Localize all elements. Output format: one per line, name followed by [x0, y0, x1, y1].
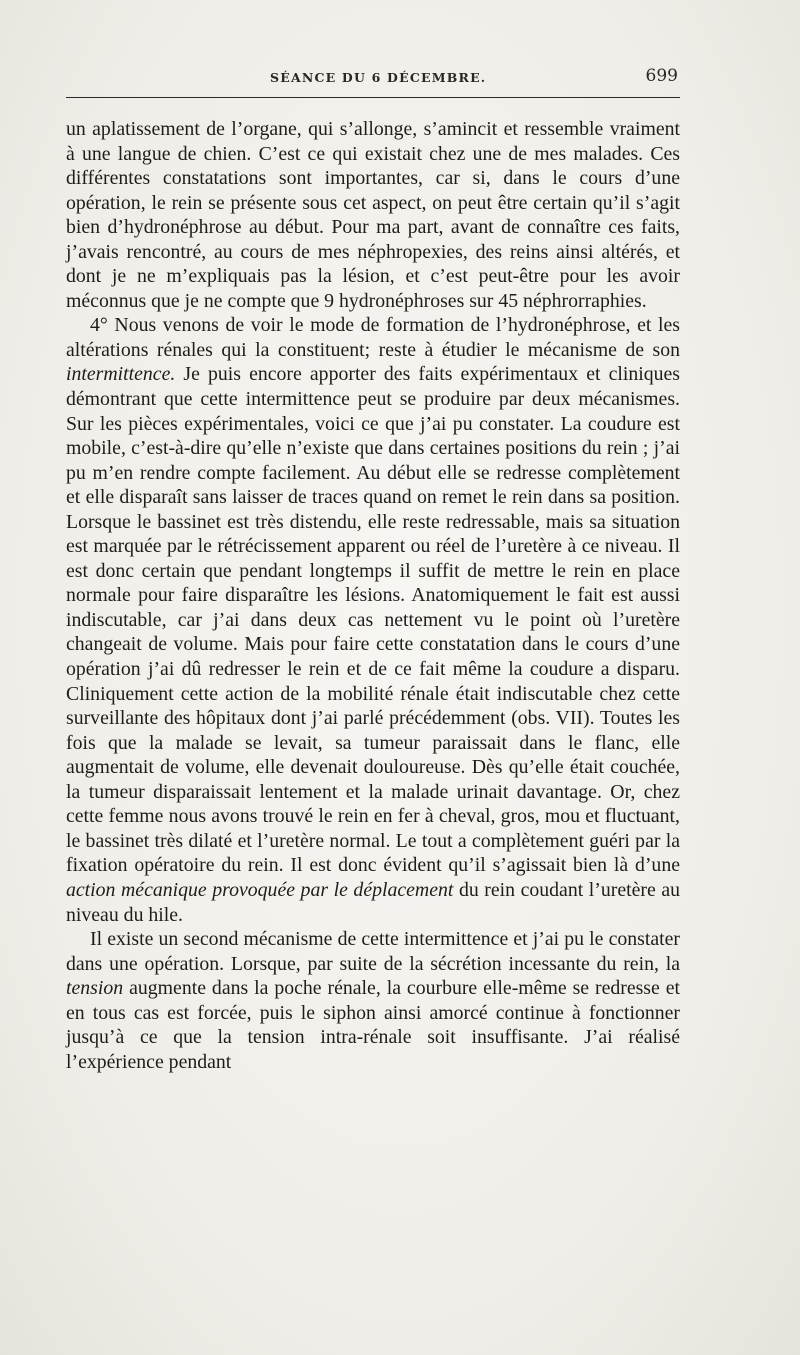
paragraph-2-text-c: du rein coudant l’uretère au niveau du hile. [66, 878, 680, 926]
body-text [66, 117, 680, 1074]
paragraph-1-text: un aplatissement de l’organe, qui s’allonge, s’amincit et ressemble vraiment à une langue de chien. C’est ce qui existait chez une de mes malades. Ces différentes constatations sont importantes, car si, dans le cours d’une opération, le rein se présente sous cet aspect, on peut être certain qu’il s’agit bien d’hydronéphrose au début. Pour ma part, avant de connaître ces faits, j’avais rencontré, au cours de mes néphropexies, des reins ainsi altérés, et dont je ne m’expliquais pas la lésion, et c’est peut-être pour les avoir méconnus que je ne compte que 9 hydronéphroses sur 45 néphrorraphies. [66, 118, 680, 312]
paragraph-2-text-b: Je puis encore apporter des faits expérimentaux et cliniques démontrant que cette intermittence peut se produire par deux mécanismes. Sur les pièces expérimentales, voici ce que j’ai pu constater. La coudure est mobile, c’est-à-dire qu’elle n’existe que dans certaines positions du rein ; j’ai pu m’en rendre compte facilement. Au début elle se redresse complètement et elle disparaît sans laisser de traces quand on remet le rein dans sa position. Lorsque le bassinet est très distendu, elle reste redressable, mais sa situation est marquée par le rétrécissement apparent ou réel de l’uretère à ce niveau. Il est donc certain que pendant longtemps il suffit de mettre le rein en place normale pour faire disparaître les lésions. Anatomiquement le fait est aussi indiscutable, car j’ai dans deux cas nettement vu le point où l’uretère changeait de volume. Mais pour faire cette constatation dans le cours d’une opération j’ai dû redresser le rein et de ce fait même la coudure a disparu. Cliniquement cette action de la mobilité rénale était indiscutable chez cette surveillante des hôpitaux dont j’ai parlé précédemment (obs. VII). Toutes les fois que la malade se levait, sa tumeur paraissait dans le flanc, elle augmentait de volume, elle devenait douloureuse. Dès qu’elle était couchée, la tumeur disparaissait lentement et la malade urinait davantage. Or, chez cette femme nous avons trouvé le rein en fer à cheval, gros, mou et fluctuant, le bassinet très dilaté et l’uretère normal. Le tout a complètement guéri par la fixation opératoire du rein. Il est donc évident qu’il s’agissait bien là d’une [66, 363, 680, 877]
page-number: 699 [645, 66, 678, 86]
paragraph-1 [66, 117, 680, 313]
paragraph-2-italic-intermittence: intermittence. [66, 363, 176, 386]
header-rule [66, 97, 680, 98]
paragraph-2-text-a: 4° Nous venons de voir le mode de formation de l’hydronéphrose, et les altérations rénales qui la constituent; reste à étudier le mécanisme de son [66, 314, 680, 361]
running-title: SÉANCE DU 6 DÉCEMBRE. [270, 70, 487, 85]
paragraph-2 [66, 313, 680, 927]
paragraph-3 [66, 927, 680, 1074]
page-header [66, 66, 680, 94]
paragraph-3-text-b: augmente dans la poche rénale, la courbure elle-même se redresse et en tous cas est forcée, puis le siphon ainsi amorcé continue à fonctionner jusqu’à ce que la tension intra-rénale soit insuffisante. J’ai réalisé l’expérience pendant [66, 977, 680, 1073]
paragraph-3-text-a: Il existe un second mécanisme de cette intermittence et j’ai pu le constater dans une opération. Lorsque, par suite de la sécrétion incessante du rein, la [66, 928, 680, 975]
paragraph-2-italic-action: action mécanique provoquée par le déplacement [66, 878, 454, 901]
paragraph-3-italic-tension: tension [66, 977, 124, 1000]
